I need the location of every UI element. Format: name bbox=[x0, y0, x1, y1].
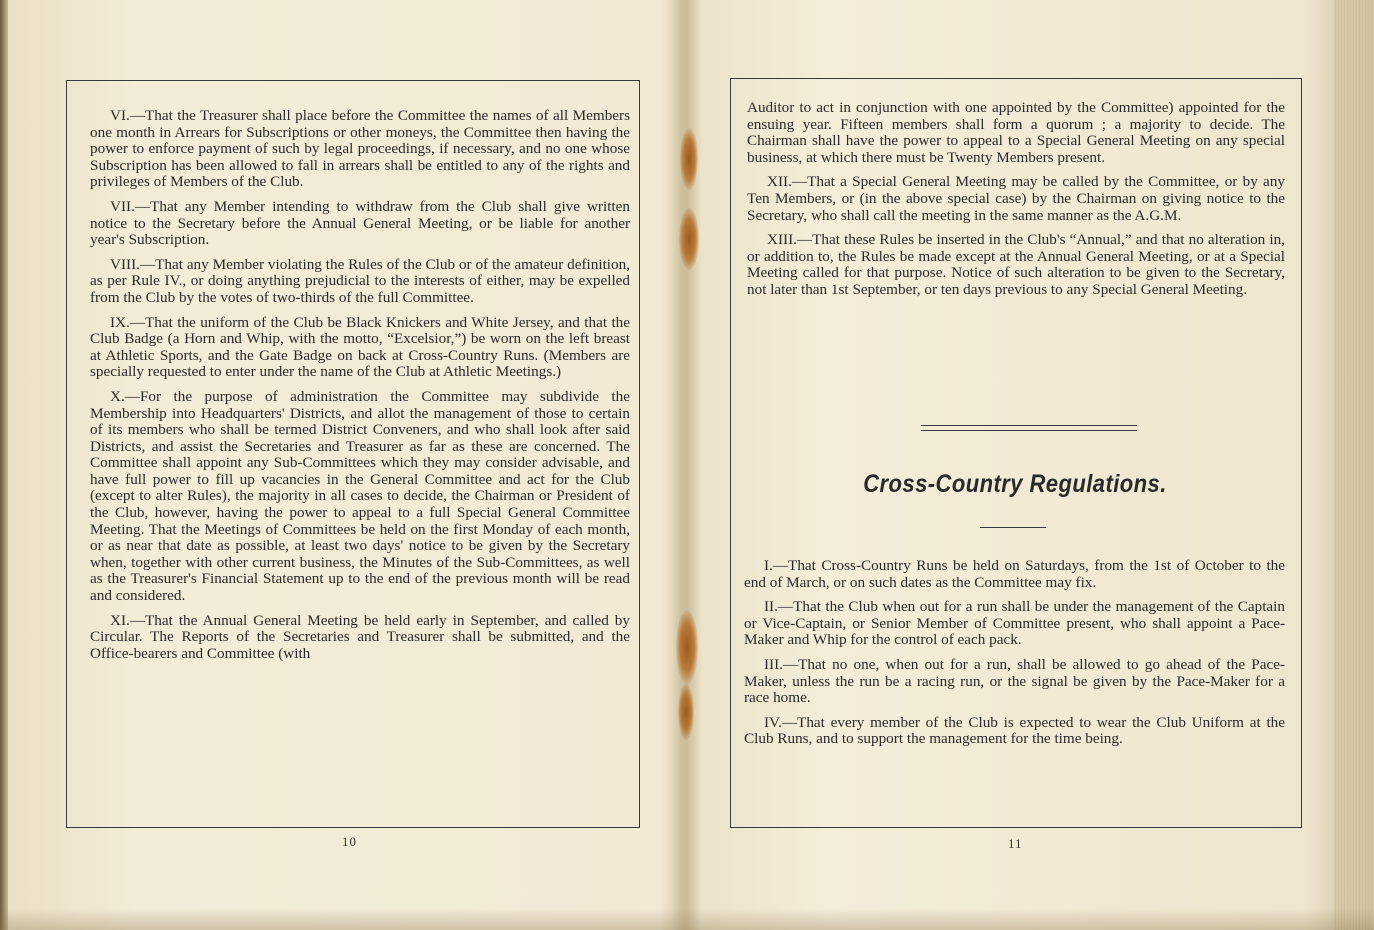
page-number-left: 10 bbox=[342, 834, 357, 849]
rust-stain bbox=[676, 610, 698, 684]
regulation-paragraph: IV.—That every member of the Club is expected to wear the Club Uniform at the Club Runs, and to support the management for the time being. bbox=[744, 713, 1285, 748]
rule-paragraph: IX.—That the uniform of the Club be Black Knickers and White Jersey, and that the Club Badge (a Horn and Whip, with the motto, “Excelsior,”) be worn on the left breast at Athletic Sports, and the Gate Badge on back at Cross-Country Runs. (Members are specially requested to enter under the name of the Club at Athletic Meetings.) bbox=[90, 313, 630, 381]
rule-paragraph: XIII.—That these Rules be inserted in the Club's “Annual,” and that no alteration in, or addition to, the Rules be made except at the Annual General Meeting, or at a Special Meeting called for that purpose. Notice of such alteration to be given to the Secretary, not later than 1st September, or ten days previous to any Special General Meeting. bbox=[747, 231, 1285, 298]
rule-paragraph: X.—For the purpose of administration the Committee may subdivide the Membership into Headquarters' Districts, and allot the management of those to certain of its members who shall be termed District Conveners, and who shall look after said Districts, and assist the Secretaries and Treasurer as far as these are concerned. The Committee shall appoint any Sub-Committees which they may consider advisable, and have full power to fill up vacancies in the General Committee and act for the Club (except to alter Rules), the majority in all cases to decide, the Chairman or President of the Club, however, having the power to appeal to a full Special General Committee Meeting. That the Meetings of Committees be held on the first Monday of each month, or as near that date as possible, at least two days' notice to be given by the Secretary when, together with other current business, the Minutes of the Sub-Committees, as well as the Treasurer's Financial Statement up to the end of the previous month will be read and considered. bbox=[90, 387, 630, 605]
right-page-rules-text bbox=[747, 100, 1285, 307]
page-stack-edge bbox=[1334, 0, 1374, 930]
rule-paragraph: VII.—That any Member intending to withdraw from the Club shall give written notice to the Secretary before the Annual General Meeting, or be liable for another year's Subscription. bbox=[90, 197, 630, 249]
rust-stain bbox=[680, 128, 698, 190]
rust-stain bbox=[679, 208, 699, 270]
book-edge-left bbox=[0, 0, 8, 930]
rust-stain bbox=[678, 684, 694, 740]
section-divider-double bbox=[921, 425, 1137, 431]
cross-country-regulations bbox=[744, 558, 1285, 756]
section-divider-short bbox=[980, 527, 1046, 528]
regulation-paragraph: I.—That Cross-Country Runs be held on Saturdays, from the 1st of October to the end of March, or on such dates as the Committee may fix. bbox=[744, 557, 1285, 591]
rule-paragraph: VI.—That the Treasurer shall place before the Committee the names of all Members one month in Arrears for Subscriptions or other moneys, the Committee then having the power to enforce payment of such by legal proceedings, if necessary, and no one whose Subscription has been allowed to fall in arrears shall be entitled to any of the rights and privileges of Members of the Club. bbox=[90, 107, 630, 191]
rule-paragraph: VIII.—That any Member violating the Rules of the Club or of the amateur definition, as per Rule IV., or doing anything prejudicial to the interests of either, may be expelled from the Club by the votes of two-thirds of the full Committee. bbox=[90, 255, 630, 306]
rule-paragraph: XII.—That a Special General Meeting may be called by the Committee, or by any Ten Members, or (in the above special case) by the Chairman on giving notice to the Secretary, who shall call the meeting in the same manner as the A.G.M. bbox=[747, 173, 1285, 224]
book-edge-bottom bbox=[0, 908, 1374, 930]
left-page-text bbox=[90, 108, 630, 670]
rule-continuation: Auditor to act in conjunction with one appointed by the Committee) appointed for the ensuing year. Fifteen members shall form a quorum ; a majority to decide. The Chairman shall have the power to appeal to a Special General Meeting on any special business, at which there must be Twenty Members present. bbox=[747, 99, 1285, 166]
regulation-paragraph: II.—That the Club when out for a run shall be under the management of the Captain or Vice-Captain, or Senior Member of Committee present, who shall appoint a Pace-Maker and Whip for the control of each pack. bbox=[744, 598, 1285, 649]
page-number-right: 11 bbox=[1008, 836, 1023, 851]
section-heading: Cross-Country Regulations. bbox=[863, 470, 1167, 498]
rule-paragraph: XI.—That the Annual General Meeting be held early in September, and called by Circular. The Reports of the Secretaries and Treasurer shall be submitted, and the Office-bearers and Committee (with bbox=[90, 611, 630, 662]
regulation-paragraph: III.—That no one, when out for a run, shall be allowed to go ahead of the Pace-Maker, unless the run be a racing run, or the signal be given by the Pace-Maker for a race home. bbox=[744, 655, 1285, 707]
